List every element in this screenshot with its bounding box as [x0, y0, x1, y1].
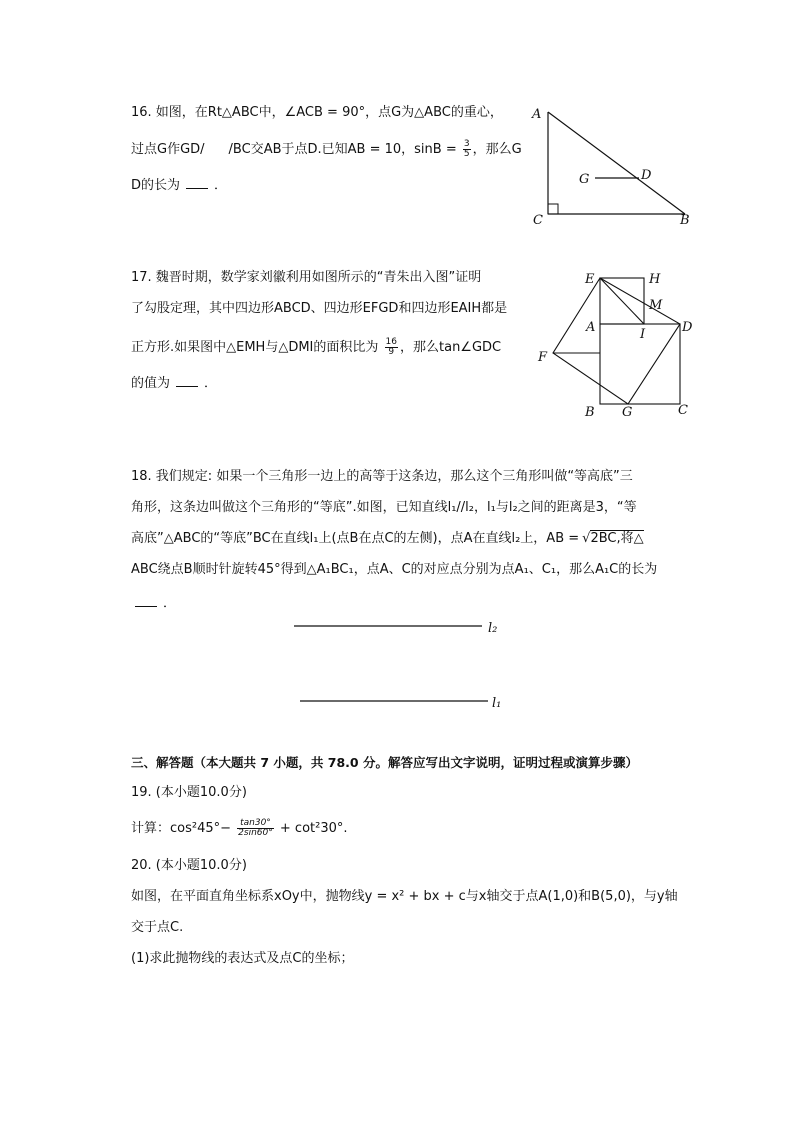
section-heading	[131, 754, 638, 772]
q16-frac-num: 3	[463, 139, 470, 149]
q19-title-text: 19. (本小题10.0分)	[131, 785, 247, 800]
q16-label-b: B	[680, 213, 690, 228]
q16-label-g: G	[579, 172, 590, 187]
q17-frac-num: 16	[385, 337, 397, 347]
q20-title-text: 20. (本小题10.0分)	[131, 858, 247, 873]
q20-part-1	[131, 950, 354, 968]
q19-calc	[131, 819, 348, 838]
q18-line-5-end: ．	[163, 596, 177, 611]
q17-label-m: M	[649, 298, 663, 313]
q18-line-1	[131, 468, 633, 486]
q18-line-3b: 2BC,将△	[590, 531, 644, 546]
q17-line-4-text: 的值为	[131, 376, 171, 391]
q16-line-3	[131, 176, 227, 195]
q17-line-3	[131, 338, 501, 357]
q16-line-2c: ，那么G	[472, 142, 522, 157]
q17-label-i: I	[640, 327, 646, 342]
q16-line-3-text: D的长为	[131, 178, 181, 193]
q17-qingzhu-figure	[530, 268, 710, 423]
q16-line-2	[131, 140, 522, 159]
q19-calc-a: 计算：cos²45°−	[131, 821, 232, 836]
q17-label-g: G	[622, 405, 633, 420]
q18-line-4	[131, 561, 657, 579]
q16-label-c: C	[533, 213, 543, 228]
q16-label-a: A	[532, 107, 542, 122]
q17-line-2	[131, 300, 507, 318]
q17-line-1	[131, 269, 481, 287]
q18-answer-blank	[135, 594, 157, 607]
q17-line-3b: ，那么tan∠GDC	[400, 340, 502, 355]
q19-frac-num: tan30°	[237, 819, 274, 829]
q18-line-3a: 高底”△ABC的“等底”BC在直线l₁上(点B在点C的左侧)，点A在直线l₂上，AB =	[131, 531, 580, 546]
q17-label-h: H	[649, 272, 661, 287]
q16-sinb-fraction	[463, 140, 471, 159]
q17-label-c: C	[678, 403, 688, 418]
sqrt-symbol: √	[582, 531, 591, 546]
q20-title	[131, 857, 247, 875]
q17-label-f: F	[538, 350, 548, 365]
q16-line-1	[131, 104, 503, 122]
q18-label-l1: l₁	[492, 696, 502, 711]
q18-line-4-text: ABC绕点B顺时针旋转45°得到△A₁BC₁，点A、C的对应点分别为点A₁、C₁，那么A₁C的长为	[131, 562, 658, 577]
q18-parallel-lines-figure	[290, 612, 520, 717]
q18-line-2-text: 角形，这条边叫做这个三角形的“等底”.如图，已知直线l₁//l₂，l₁与l₂之间的距离是3，“等	[131, 500, 637, 515]
q20-line-2	[131, 919, 183, 937]
q19-fraction	[237, 819, 274, 838]
q17-label-a: A	[586, 320, 596, 335]
q17-label-b: B	[585, 405, 595, 420]
q16-frac-den: 5	[463, 149, 470, 159]
q17-frac-den: 9	[388, 347, 395, 357]
q16-answer-blank	[186, 176, 208, 189]
q18-label-l2: l₂	[488, 621, 498, 636]
q17-line-4-end: ．	[204, 376, 218, 391]
q17-ratio-fraction	[385, 338, 398, 357]
q19-calc-b: + cot²30°.	[279, 821, 348, 836]
q16-line-2b: /BC交AB于点D.已知AB = 10，sinB =	[228, 142, 457, 157]
q17-line-4	[131, 374, 217, 393]
q17-label-d: D	[682, 320, 693, 335]
q16-line-2a: 过点G作GD/	[131, 142, 205, 157]
q16-line-3-end: ．	[214, 178, 228, 193]
q17-line-3a: 正方形.如果图中△EMH与△DMI的面积比为	[131, 340, 379, 355]
q19-title	[131, 784, 247, 802]
q18-line-3	[131, 530, 644, 548]
q16-line-1-text: 16. 如图，在Rt△ABC中，∠ACB = 90°，点G为△ABC的重心，	[131, 105, 503, 120]
q20-line-1	[131, 888, 678, 906]
q16-label-d: D	[641, 168, 652, 183]
q20-part-1-text: (1)求此抛物线的表达式及点C的坐标；	[131, 951, 354, 966]
q16-triangle-figure	[525, 100, 705, 230]
q17-answer-blank	[176, 374, 198, 387]
q18-line-5	[135, 594, 176, 613]
q17-line-1-text: 17. 魏晋时期，数学家刘徽利用如图所示的“青朱出入图”证明	[131, 270, 482, 285]
q17-label-e: E	[585, 272, 595, 287]
q18-line-2	[131, 499, 637, 517]
q19-frac-den: 2sin60°	[238, 828, 273, 838]
q20-line-1-text: 如图，在平面直角坐标系xOy中，抛物线y = x² + bx + c与x轴交于点A(1,0)和B(5,0)，与y轴	[131, 889, 678, 904]
q20-line-2-text: 交于点C.	[131, 920, 184, 935]
q17-line-2-text: 了勾股定理，其中四边形ABCD、四边形EFGD和四边形EAIH都是	[131, 301, 508, 316]
section-heading-text: 三、解答题（本大题共 7 小题，共 78.0 分。解答应写出文字说明，证明过程或演算步骤）	[131, 755, 638, 770]
q18-line-1-text: 18. 我们规定: 如果一个三角形一边上的高等于这条边，那么这个三角形叫做“等高底”三	[131, 469, 633, 484]
